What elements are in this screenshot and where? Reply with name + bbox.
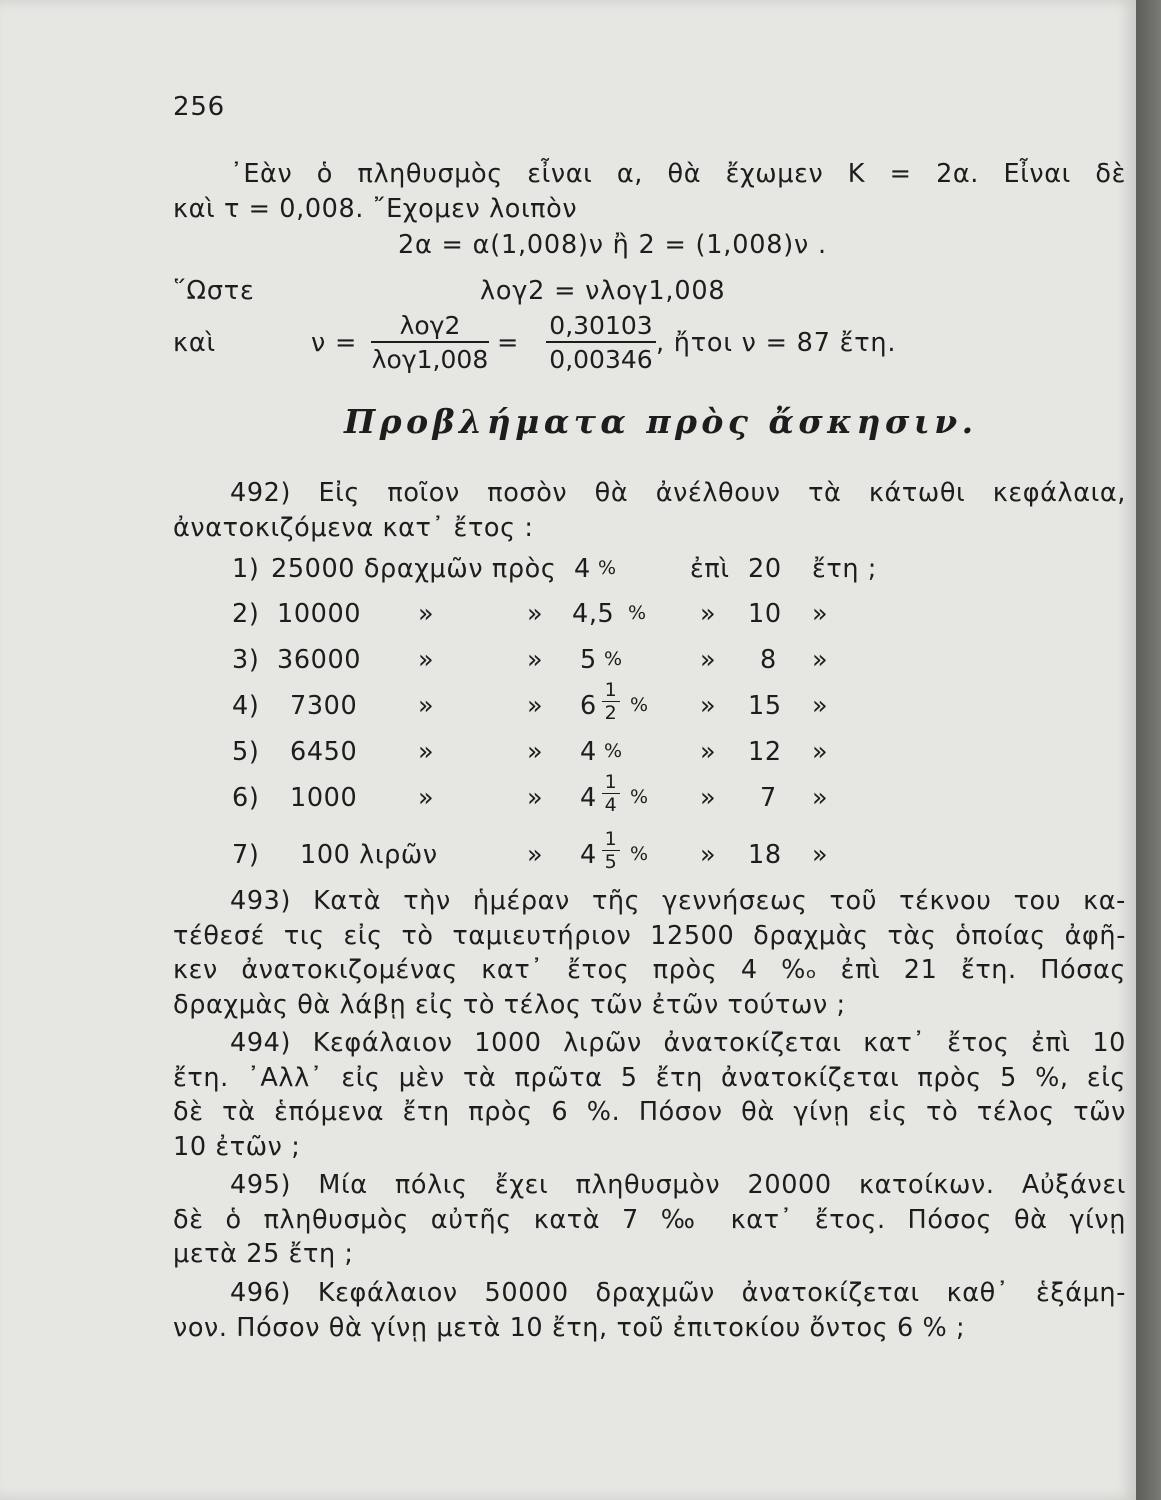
percent-sign: % bbox=[598, 557, 617, 579]
row-ditto-1: » bbox=[418, 645, 435, 675]
rate-value: 6 bbox=[580, 691, 597, 721]
row-years: 10 bbox=[748, 599, 782, 629]
row-years: 20 bbox=[748, 554, 782, 584]
problem-495-line-1: 495) Μία πόλις ἔχει πληθυσμὸν 20000 κατοίκων. Αὐξάνει bbox=[230, 1170, 1126, 1200]
percent-sign: % bbox=[630, 694, 649, 716]
percent-sign: % bbox=[630, 843, 649, 865]
row-index: 7) bbox=[232, 840, 260, 870]
problem-496 bbox=[173, 1276, 1126, 1345]
problem-495 bbox=[173, 1168, 1126, 1272]
section-heading: Προβλήματα πρὸς ἄσκησιν. bbox=[344, 402, 978, 441]
row-years: 12 bbox=[748, 737, 782, 767]
fraction-log bbox=[371, 311, 489, 374]
fraction-bar bbox=[371, 341, 489, 343]
row-amount: 6450 bbox=[290, 737, 358, 767]
table-row bbox=[0, 828, 1136, 874]
row-index: 3) bbox=[232, 645, 260, 675]
row-years-tail: ἔτη ; bbox=[812, 554, 877, 584]
row-years: 18 bbox=[748, 840, 782, 870]
row-rate bbox=[580, 645, 623, 675]
result-text: , ἤτοι ν = 87 ἔτη. bbox=[656, 328, 897, 358]
equals-sign: = bbox=[497, 328, 520, 358]
row-ditto-2: » bbox=[527, 599, 544, 629]
row-rate bbox=[574, 554, 617, 584]
table-row bbox=[0, 679, 1136, 725]
problem-493-line-4: δραχμὰς θὰ λάβῃ εἰς τὸ τέλος τῶν ἐτῶν τούτων ; bbox=[173, 989, 846, 1020]
row-years-tail: » bbox=[812, 691, 829, 721]
row-ditto-1: » bbox=[418, 783, 435, 813]
rate-fraction-denominator: 4 bbox=[604, 794, 618, 817]
rate-fraction-denominator: 5 bbox=[604, 851, 618, 874]
page-number: 256 bbox=[173, 92, 226, 122]
hoste-label: ῞Ωστε bbox=[173, 276, 255, 306]
row-ditto-1: » bbox=[418, 737, 435, 767]
rate-value: 4 bbox=[574, 554, 591, 584]
row-amount: 36000 bbox=[277, 645, 362, 675]
row-amount: 25000 δραχμῶν πρὸς bbox=[271, 554, 557, 584]
equation-1: 2α = α(1,008)ν ἢ 2 = (1,008)ν . bbox=[398, 230, 827, 260]
row-rate bbox=[580, 737, 623, 767]
rate-fraction-denominator: 2 bbox=[604, 702, 618, 725]
problem-493 bbox=[173, 884, 1126, 1022]
table-row bbox=[0, 599, 1136, 633]
row-ditto-1: » bbox=[418, 691, 435, 721]
row-rate bbox=[572, 599, 647, 629]
problem-494-line-3: δὲ τὰ ἑπόμενα ἔτη πρὸς 6 %. Πόσον θὰ γίνῃ εἰς τὸ τέλος τῶν bbox=[173, 1097, 1126, 1127]
problem-494-line-2: ἔτη. ᾽Αλλ᾽ εἰς μὲν τὰ πρῶτα 5 ἔτη ἀνατοκίζεται πρὸς 5 %, εἰς bbox=[173, 1062, 1126, 1093]
row-ditto-1: » bbox=[418, 599, 435, 629]
rate-value: 4 bbox=[580, 737, 597, 767]
percent-sign: % bbox=[604, 648, 623, 670]
rate-value: 5 bbox=[580, 645, 597, 675]
fraction-values bbox=[546, 311, 656, 374]
problem-495-line-3: μετὰ 25 ἔτη ; bbox=[173, 1239, 354, 1269]
row-index: 2) bbox=[232, 599, 260, 629]
row-years-tail: » bbox=[812, 840, 829, 870]
row-on: » bbox=[700, 599, 717, 629]
row-on: ἐπὶ bbox=[690, 554, 730, 584]
row-ditto-2: » bbox=[527, 691, 544, 721]
problem-493-line-1: 493) Κατὰ τὴν ἡμέραν τῆς γεννήσεως τοῦ τέκνου του κα- bbox=[230, 886, 1126, 916]
row-ditto-2: » bbox=[527, 737, 544, 767]
row-years: 15 bbox=[748, 691, 782, 721]
nu-equals: ν = bbox=[311, 328, 358, 358]
rate-value: 4,5 bbox=[572, 599, 615, 629]
row-years-tail: » bbox=[812, 737, 829, 767]
rate-value: 4 bbox=[580, 783, 597, 813]
problem-494-line-1: 494) Κεφάλαιον 1000 λιρῶν ἀνατοκίζεται κατ᾽ ἔτος ἐπὶ 10 bbox=[230, 1028, 1126, 1058]
problem-494 bbox=[173, 1026, 1126, 1164]
problem-493-line-2: τέθεσέ τις εἰς τὸ ταμιευτήριον 12500 δραχμὰς τὰς ὁποίας ἀφῆ- bbox=[173, 920, 1126, 951]
intro-line-2: καὶ τ = 0,008. ῎Εχομεν λοιπὸν bbox=[173, 193, 578, 224]
row-years-tail: » bbox=[812, 599, 829, 629]
table-row bbox=[0, 771, 1136, 817]
problem-492-line-1: 492) Εἰς ποῖον ποσὸν θὰ ἀνέλθουν τὰ κάτωθι κεφάλαια, bbox=[230, 478, 1126, 508]
row-on: » bbox=[700, 783, 717, 813]
row-years-tail: » bbox=[812, 783, 829, 813]
fraction-log-numerator: λογ2 bbox=[399, 311, 461, 340]
percent-sign: % bbox=[630, 786, 649, 808]
rate-fraction-numerator: 1 bbox=[604, 679, 618, 701]
rate-fraction-numerator: 1 bbox=[604, 771, 618, 793]
row-on: » bbox=[700, 840, 717, 870]
fraction-values-numerator: 0,30103 bbox=[549, 311, 653, 340]
problem-492 bbox=[173, 476, 1126, 545]
row-years: 8 bbox=[760, 645, 777, 675]
row-ditto-2: » bbox=[527, 645, 544, 675]
intro-line-1: ᾽Εὰν ὁ πληθυσμὸς εἶναι α, θὰ ἔχωμεν Κ = 2α. Εἶναι δὲ bbox=[230, 159, 1126, 189]
rate-fraction-numerator: 1 bbox=[604, 828, 618, 850]
row-amount: 100 λιρῶν bbox=[300, 840, 438, 870]
percent-sign: % bbox=[604, 740, 623, 762]
page-edge-shadow bbox=[1136, 0, 1161, 1500]
problem-494-line-4: 10 ἐτῶν ; bbox=[173, 1131, 301, 1162]
row-on: » bbox=[700, 737, 717, 767]
row-years: 7 bbox=[760, 783, 777, 813]
fraction-bar bbox=[546, 341, 656, 343]
rate-fraction bbox=[602, 680, 620, 723]
row-rate bbox=[580, 679, 649, 725]
kai-label: καὶ bbox=[173, 328, 216, 358]
fraction-values-denominator: 0,00346 bbox=[549, 344, 653, 374]
row-amount: 1000 bbox=[290, 783, 358, 813]
row-on: » bbox=[700, 691, 717, 721]
row-rate bbox=[580, 828, 649, 874]
table-row bbox=[0, 737, 1136, 771]
rate-value: 4 bbox=[580, 840, 597, 870]
row-index: 6) bbox=[232, 783, 260, 813]
problem-495-line-2: δὲ ὁ πληθυσμὸς αὐτῆς κατὰ 7 ‰ κατ᾽ ἔτος. Πόσος θὰ γίνῃ bbox=[173, 1204, 1126, 1235]
row-amount: 10000 bbox=[277, 599, 362, 629]
problem-496-line-1: 496) Κεφάλαιον 50000 δραχμῶν ἀνατοκίζεται καθ᾽ ἑξάμη- bbox=[230, 1278, 1126, 1308]
rate-fraction bbox=[602, 772, 620, 815]
table-row bbox=[0, 554, 1136, 588]
rate-fraction bbox=[602, 829, 620, 872]
row-index: 4) bbox=[232, 691, 260, 721]
row-ditto-2: » bbox=[527, 783, 544, 813]
intro-paragraph bbox=[173, 157, 1126, 226]
problem-493-line-3: κεν ἀνατοκιζομένας κατ᾽ ἔτος πρὸς 4 %ₒ ἐπὶ 21 ἔτη. Πόσας bbox=[173, 955, 1126, 985]
row-rate bbox=[580, 771, 649, 817]
table-row bbox=[0, 645, 1136, 679]
fraction-log-denominator: λογ1,008 bbox=[371, 344, 489, 374]
equation-2: λογ2 = νλογ1,008 bbox=[480, 276, 726, 306]
row-amount: 7300 bbox=[290, 691, 358, 721]
problem-496-line-2: νον. Πόσον θὰ γίνῃ μετὰ 10 ἔτη, τοῦ ἐπιτοκίου ὄντος 6 % ; bbox=[173, 1312, 966, 1343]
row-index: 5) bbox=[232, 737, 260, 767]
row-ditto-2: » bbox=[527, 840, 544, 870]
percent-sign: % bbox=[628, 602, 647, 624]
row-years-tail: » bbox=[812, 645, 829, 675]
row-on: » bbox=[700, 645, 717, 675]
problem-492-line-2: ἀνατοκιζόμενα κατ᾽ ἔτος : bbox=[173, 512, 534, 543]
row-index: 1) bbox=[232, 554, 260, 584]
